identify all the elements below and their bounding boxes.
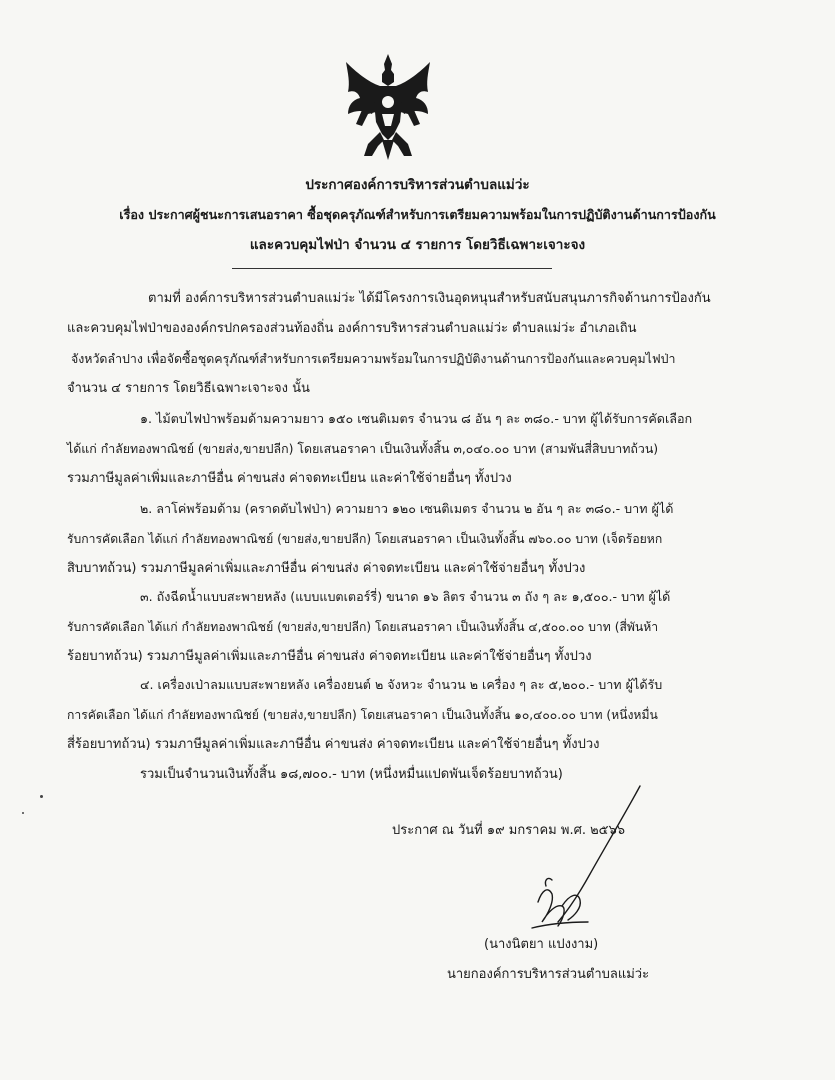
item-1-line-1: ๑. ไม้ตบไฟป่าพร้อมด้ามความยาว ๑๕๐ เซนติเมตร จำนวน ๘ อัน ๆ ละ ๓๘๐.- บาท ผู้ได้รับการคัดเลือก [140, 411, 693, 426]
signer-name: (นางนิตยา แปงงาม) [484, 937, 599, 952]
intro-line-4: จำนวน ๔ รายการ โดยวิธีเฉพาะเจาะจง นั้น [67, 381, 310, 396]
item-2-line-3: สิบบาทถ้วน) รวมภาษีมูลค่าเพิ่มและภาษีอื่น ค่าขนส่ง ค่าจดทะเบียน และค่าใช้จ่ายอื่นๆ ทั้งปวง [67, 561, 586, 576]
item-1-line-3: รวมภาษีมูลค่าเพิ่มและภาษีอื่น ค่าขนส่ง ค่าจดทะเบียน และค่าใช้จ่ายอื่นๆ ทั้งปวง [67, 471, 512, 486]
item-1-line-2: ได้แก่ กำลัยทองพาณิชย์ (ขายส่ง,ขายปลีก) โดยเสนอราคา เป็นเงินทั้งสิ้น ๓,๐๔๐.๐๐ บาท (สามพันสี่สิบบาทถ้วน) [67, 441, 659, 456]
item-2-line-1: ๒. ลาโค่พร้อมด้าม (คราดดับไฟป่า) ความยาว ๑๒๐ เซนติเมตร จำนวน ๒ อัน ๆ ละ ๓๘๐.- บาท ผู้ได้ [140, 501, 674, 516]
announcement-date: ประกาศ ณ วันที่ ๑๙ มกราคม พ.ศ. ๒๕๖๖ [392, 823, 626, 838]
scan-speck [22, 812, 24, 814]
item-4-line-1: ๔. เครื่องเป่าลมแบบสะพายหลัง เครื่องยนต์ ๒ จังหวะ จำนวน ๒ เครื่อง ๆ ละ ๕,๒๐๐.- บาท ผู้ได้รับ [140, 677, 663, 692]
item-3-line-1: ๓. ถังฉีดน้ำแบบสะพายหลัง (แบบแบตเตอร์รี่) ขนาด ๑๖ ลิตร จำนวน ๓ ถัง ๆ ละ ๑,๕๐๐.- บาท ผู้ได้ [140, 589, 671, 604]
handwritten-signature-icon [508, 782, 648, 942]
item-3-line-2: รับการคัดเลือก ได้แก่ กำลัยทองพาณิชย์ (ขายส่ง,ขายปลีก) โดยเสนอราคา เป็นเงินทั้งสิ้น ๔,๕๐๐.๐๐ บาท (สี่พันห้า [67, 620, 659, 634]
garuda-emblem-icon [338, 52, 438, 167]
scan-speck [40, 795, 43, 798]
title-divider [232, 268, 552, 269]
item-4-line-2: การคัดเลือก ได้แก่ กำลัยทองพาณิชย์ (ขายส่ง,ขายปลีก) โดยเสนอราคา เป็นเงินทั้งสิ้น ๑๐,๔๐๐.๐๐ บาท (หนึ่งหมื่น [67, 708, 658, 722]
item-2-line-2: รับการคัดเลือก ได้แก่ กำลัยทองพาณิชย์ (ขายส่ง,ขายปลีก) โดยเสนอราคา เป็นเงินทั้งสิ้น ๗๖๐.๐๐ บาท (เจ็ดร้อยหก [67, 532, 663, 546]
title-line-2: เรื่อง ประกาศผู้ชนะการเสนอราคา ซื้อชุดครุภัณฑ์สำหรับการเตรียมความพร้อมในการปฏิบัติงานด้านการป้องกัน [119, 207, 716, 222]
item-4-line-3: สี่ร้อยบาทถ้วน) รวมภาษีมูลค่าเพิ่มและภาษีอื่น ค่าขนส่ง ค่าจดทะเบียน และค่าใช้จ่ายอื่นๆ ทั้งปวง [67, 737, 600, 752]
total-amount: รวมเป็นจำนวนเงินทั้งสิ้น ๑๘,๗๐๐.- บาท (หนึ่งหมื่นแปดพันเจ็ดร้อยบาทถ้วน) [140, 767, 563, 782]
title-line-3: และควบคุมไฟป่า จำนวน ๔ รายการ โดยวิธีเฉพาะเจาะจง [249, 237, 586, 253]
signer-title: นายกองค์การบริหารส่วนตำบลแม่ว่ะ [447, 967, 650, 982]
title-line-1: ประกาศองค์การบริหารส่วนตำบลแม่ว่ะ [305, 177, 530, 193]
item-3-line-3: ร้อยบาทถ้วน) รวมภาษีมูลค่าเพิ่มและภาษีอื่น ค่าขนส่ง ค่าจดทะเบียน และค่าใช้จ่ายอื่นๆ ทั้งปวง [67, 649, 592, 664]
intro-line-2: และควบคุมไฟป่าขององค์กรปกครองส่วนท้องถิ่น องค์การบริหารส่วนตำบลแม่ว่ะ ตำบลแม่ว่ะ อำเภอเถิน [67, 321, 637, 336]
intro-line-1: ตามที่ องค์การบริหารส่วนตำบลแม่ว่ะ ได้มีโครงการเงินอุดหนุนสำหรับสนับสนุนภารกิจด้านการป้องกัน [148, 291, 711, 306]
intro-line-3: จังหวัดลำปาง เพื่อจัดซื้อชุดครุภัณฑ์สำหรับการเตรียมความพร้อมในการปฏิบัติงานด้านการป้องกันและควบคุมไฟป่า [71, 351, 676, 366]
